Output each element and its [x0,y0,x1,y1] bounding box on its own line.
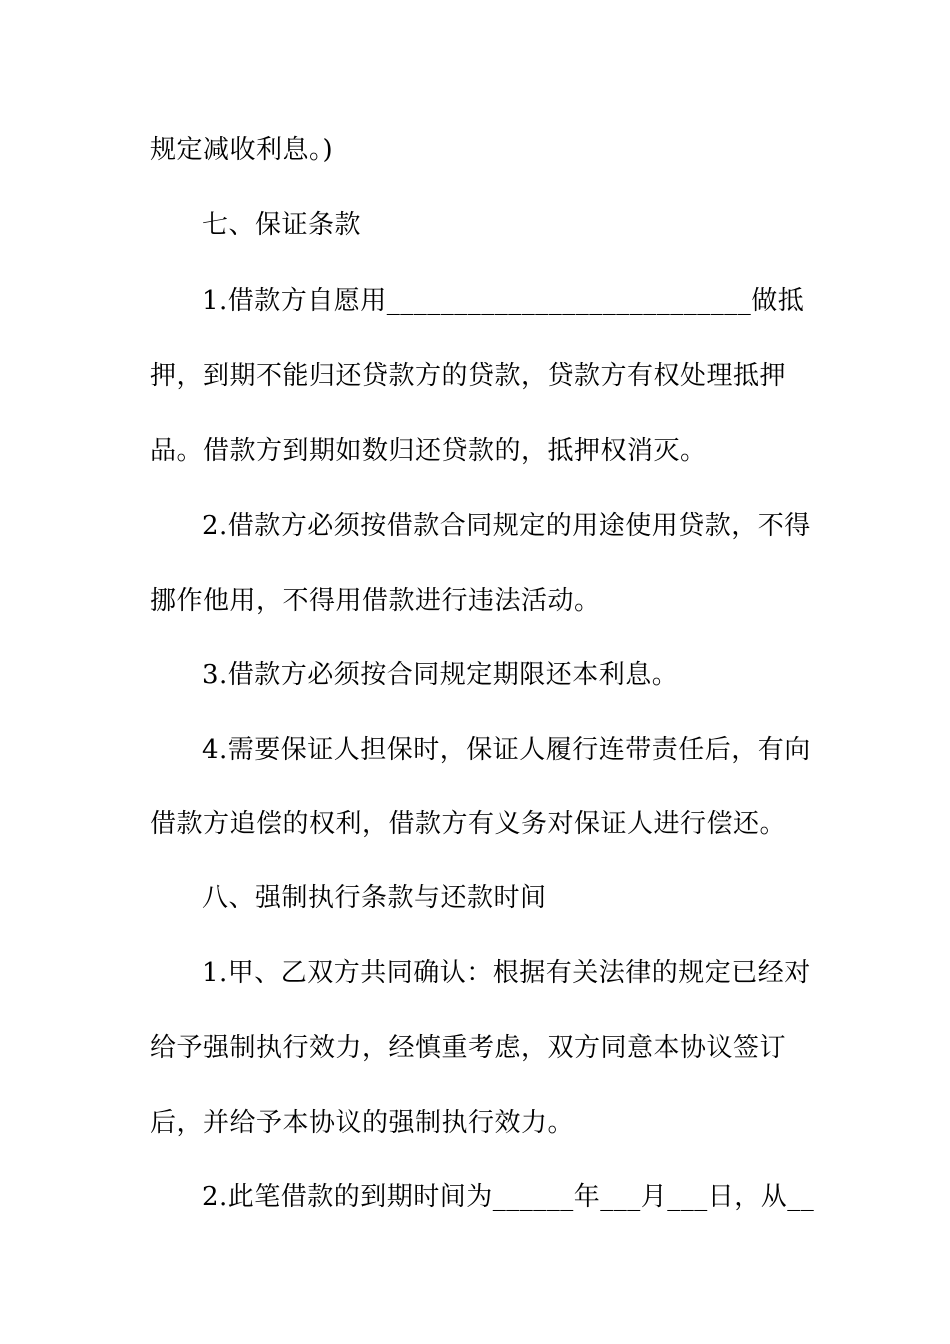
paragraph-line: 2.借款方必须按借款合同规定的用途使用贷款，不得 [202,511,811,541]
paragraph-line: 押，到期不能归还贷款方的贷款，贷款方有权处理抵押 [150,361,787,391]
paragraph-line: 品。借款方到期如数归还贷款的，抵押权消灭。 [150,436,707,466]
paragraph-line: 1.借款方自愿用___________________________做抵 [202,286,805,316]
paragraph-line: 2.此笔借款的到期时间为______年___月___日，从__ [202,1182,815,1212]
paragraph-line: 规定减收利息。) [150,135,334,165]
section-heading: 八、强制执行条款与还款时间 [202,883,547,913]
paragraph-line: 挪作他用，不得用借款进行违法活动。 [150,586,601,616]
paragraph-line: 给予强制执行效力，经慎重考虑，双方同意本协议签订 [150,1033,787,1063]
paragraph-line: 3.借款方必须按合同规定期限还本利息。 [202,660,679,690]
paragraph-line: 1.甲、乙双方共同确认：根据有关法律的规定已经对 [202,958,811,988]
section-heading: 七、保证条款 [202,210,362,240]
paragraph-line: 后，并给予本协议的强制执行效力。 [150,1108,575,1138]
paragraph-line: 借款方追偿的权利，借款方有义务对保证人进行偿还。 [150,809,787,839]
paragraph-line: 4.需要保证人担保时，保证人履行连带责任后，有向 [202,735,811,765]
